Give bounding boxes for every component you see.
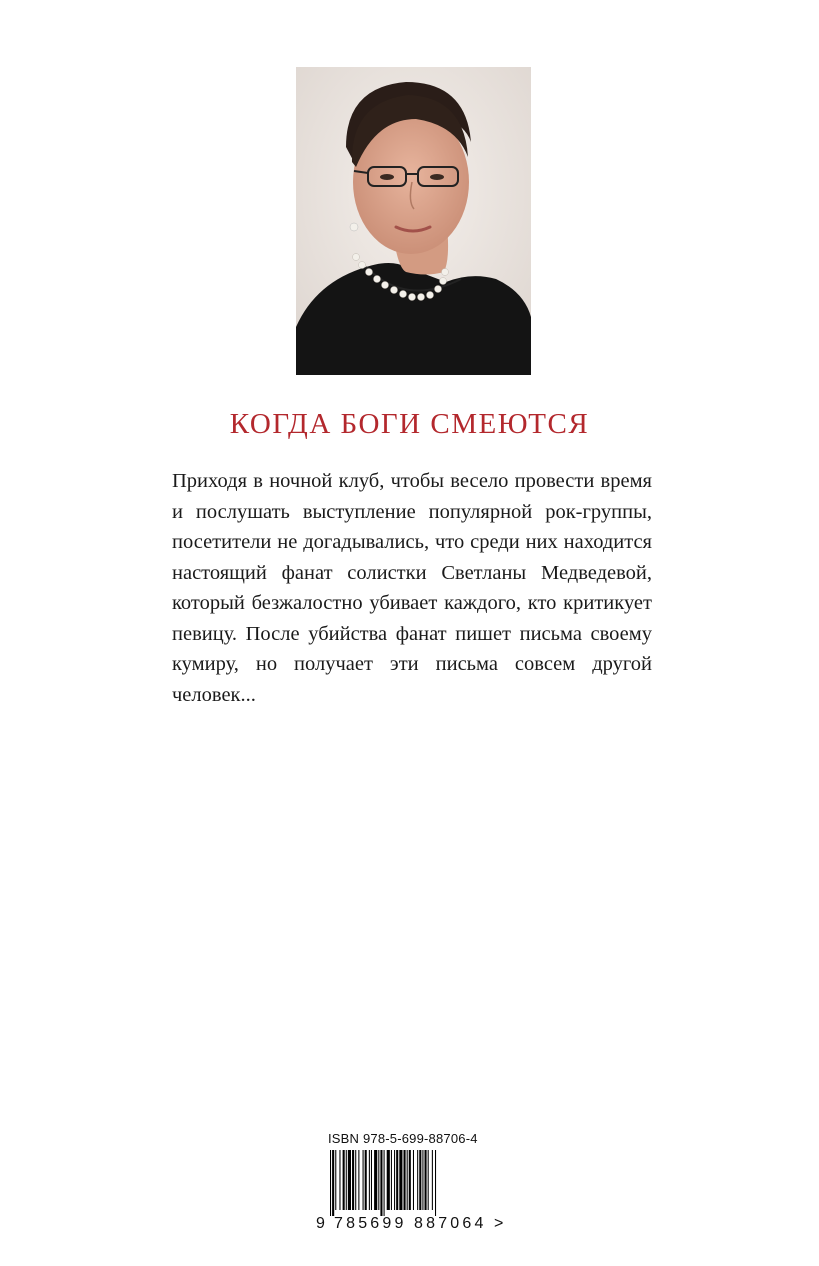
barcode-bar [435,1150,436,1216]
barcode-bar [352,1150,354,1210]
barcode-bar [419,1150,421,1210]
barcode-bar [332,1150,334,1216]
barcode-bar [335,1150,336,1210]
barcode-bar [425,1150,427,1210]
barcode-bar [409,1150,411,1210]
barcode-bar [396,1150,398,1210]
barcode-bar [374,1150,377,1210]
barcode-bar [413,1150,414,1210]
barcode-bar [343,1150,345,1210]
barcode-digit-first: 9 [316,1215,325,1230]
isbn-label: ISBN 978-5-699-88706-4 [328,1131,478,1146]
barcode-digits-group1: 785699 [334,1215,407,1230]
barcode-bar [365,1150,367,1210]
barcode-bar [432,1150,433,1210]
book-title: КОГДА БОГИ СМЕЮТСЯ [229,408,590,440]
barcode-bar [404,1150,406,1210]
barcode-bar [363,1150,364,1210]
barcode [316,1150,516,1230]
barcode-bar [399,1150,402,1210]
barcode-bar [339,1150,340,1210]
barcode-bar [348,1150,351,1210]
barcode-bar [355,1150,356,1210]
barcode-bar [417,1150,418,1210]
author-photo [296,67,531,375]
barcode-bar [394,1150,395,1210]
barcode-bar [387,1150,390,1210]
barcode-bar [358,1150,359,1210]
barcode-digits-group2: 887064 [414,1215,487,1230]
barcode-digit-end: > [494,1215,504,1230]
barcode-bar [346,1150,347,1210]
barcode-bar [422,1150,423,1210]
barcode-bar [369,1150,370,1210]
barcode-bar [391,1150,392,1210]
barcode-bar [428,1150,429,1210]
barcode-bar [378,1150,379,1210]
book-blurb: Приходя в ночной клуб, чтобы весело провести время и послушать выступление популярной рок-группы, посетители не догадывались, что среди них находится настоящий фанат солистки Светланы Медведевой, который безжалостно убивает каждого, кто критикует певицу. После убийства фанат пишет письма своему кумиру, но получает эти письма совсем другой человек... [172,470,652,706]
barcode-bar [380,1150,382,1216]
isbn-barcode-block [316,1130,516,1230]
barcode-bar [384,1150,385,1216]
barcode-bar [330,1150,331,1216]
barcode-bar [371,1150,372,1210]
barcode-bar [407,1150,408,1210]
